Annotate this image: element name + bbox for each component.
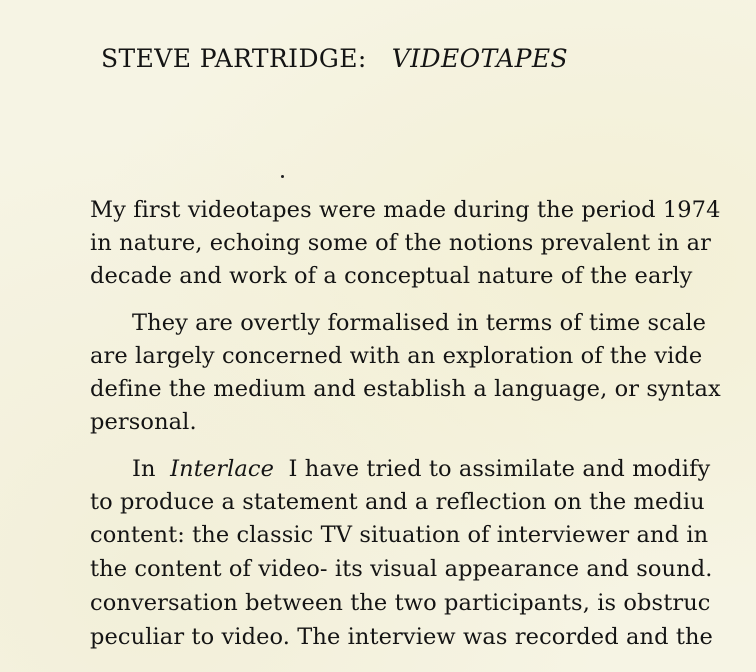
text-line-start: In: [132, 456, 156, 482]
work-title-italic: Interlace: [170, 456, 275, 482]
text-line: define the medium and establish a language, or syntax: [90, 376, 721, 402]
text-line: to produce a statement and a reflection on the mediu: [90, 489, 705, 515]
text-line: peculiar to video. The interview was recorded and the: [90, 624, 713, 650]
text-line: decade and work of a conceptual nature of the early: [90, 263, 693, 289]
text-line: the content of video- its visual appearance and sound.: [90, 556, 713, 582]
page-title: [101, 44, 568, 73]
text-line: are largely concerned with an exploration of the vide: [90, 343, 703, 369]
text-line: personal.: [90, 409, 197, 435]
text-line: conversation between the two participants, is obstruc: [90, 590, 711, 616]
text-line: They are overtly formalised in terms of time scale: [132, 310, 707, 336]
text-line-rest: I have tried to assimilate and modify: [288, 456, 711, 482]
text-line: [132, 456, 710, 482]
title-work: VIDEOTAPES: [391, 44, 569, 73]
text-line: My first videotapes were made during the period 1974: [90, 197, 721, 223]
text-line: in nature, echoing some of the notions prevalent in ar: [90, 230, 711, 256]
text-line: content: the classic TV situation of interviewer and in: [90, 522, 709, 548]
print-speck: [281, 175, 284, 178]
title-author: STEVE PARTRIDGE:: [101, 44, 367, 73]
